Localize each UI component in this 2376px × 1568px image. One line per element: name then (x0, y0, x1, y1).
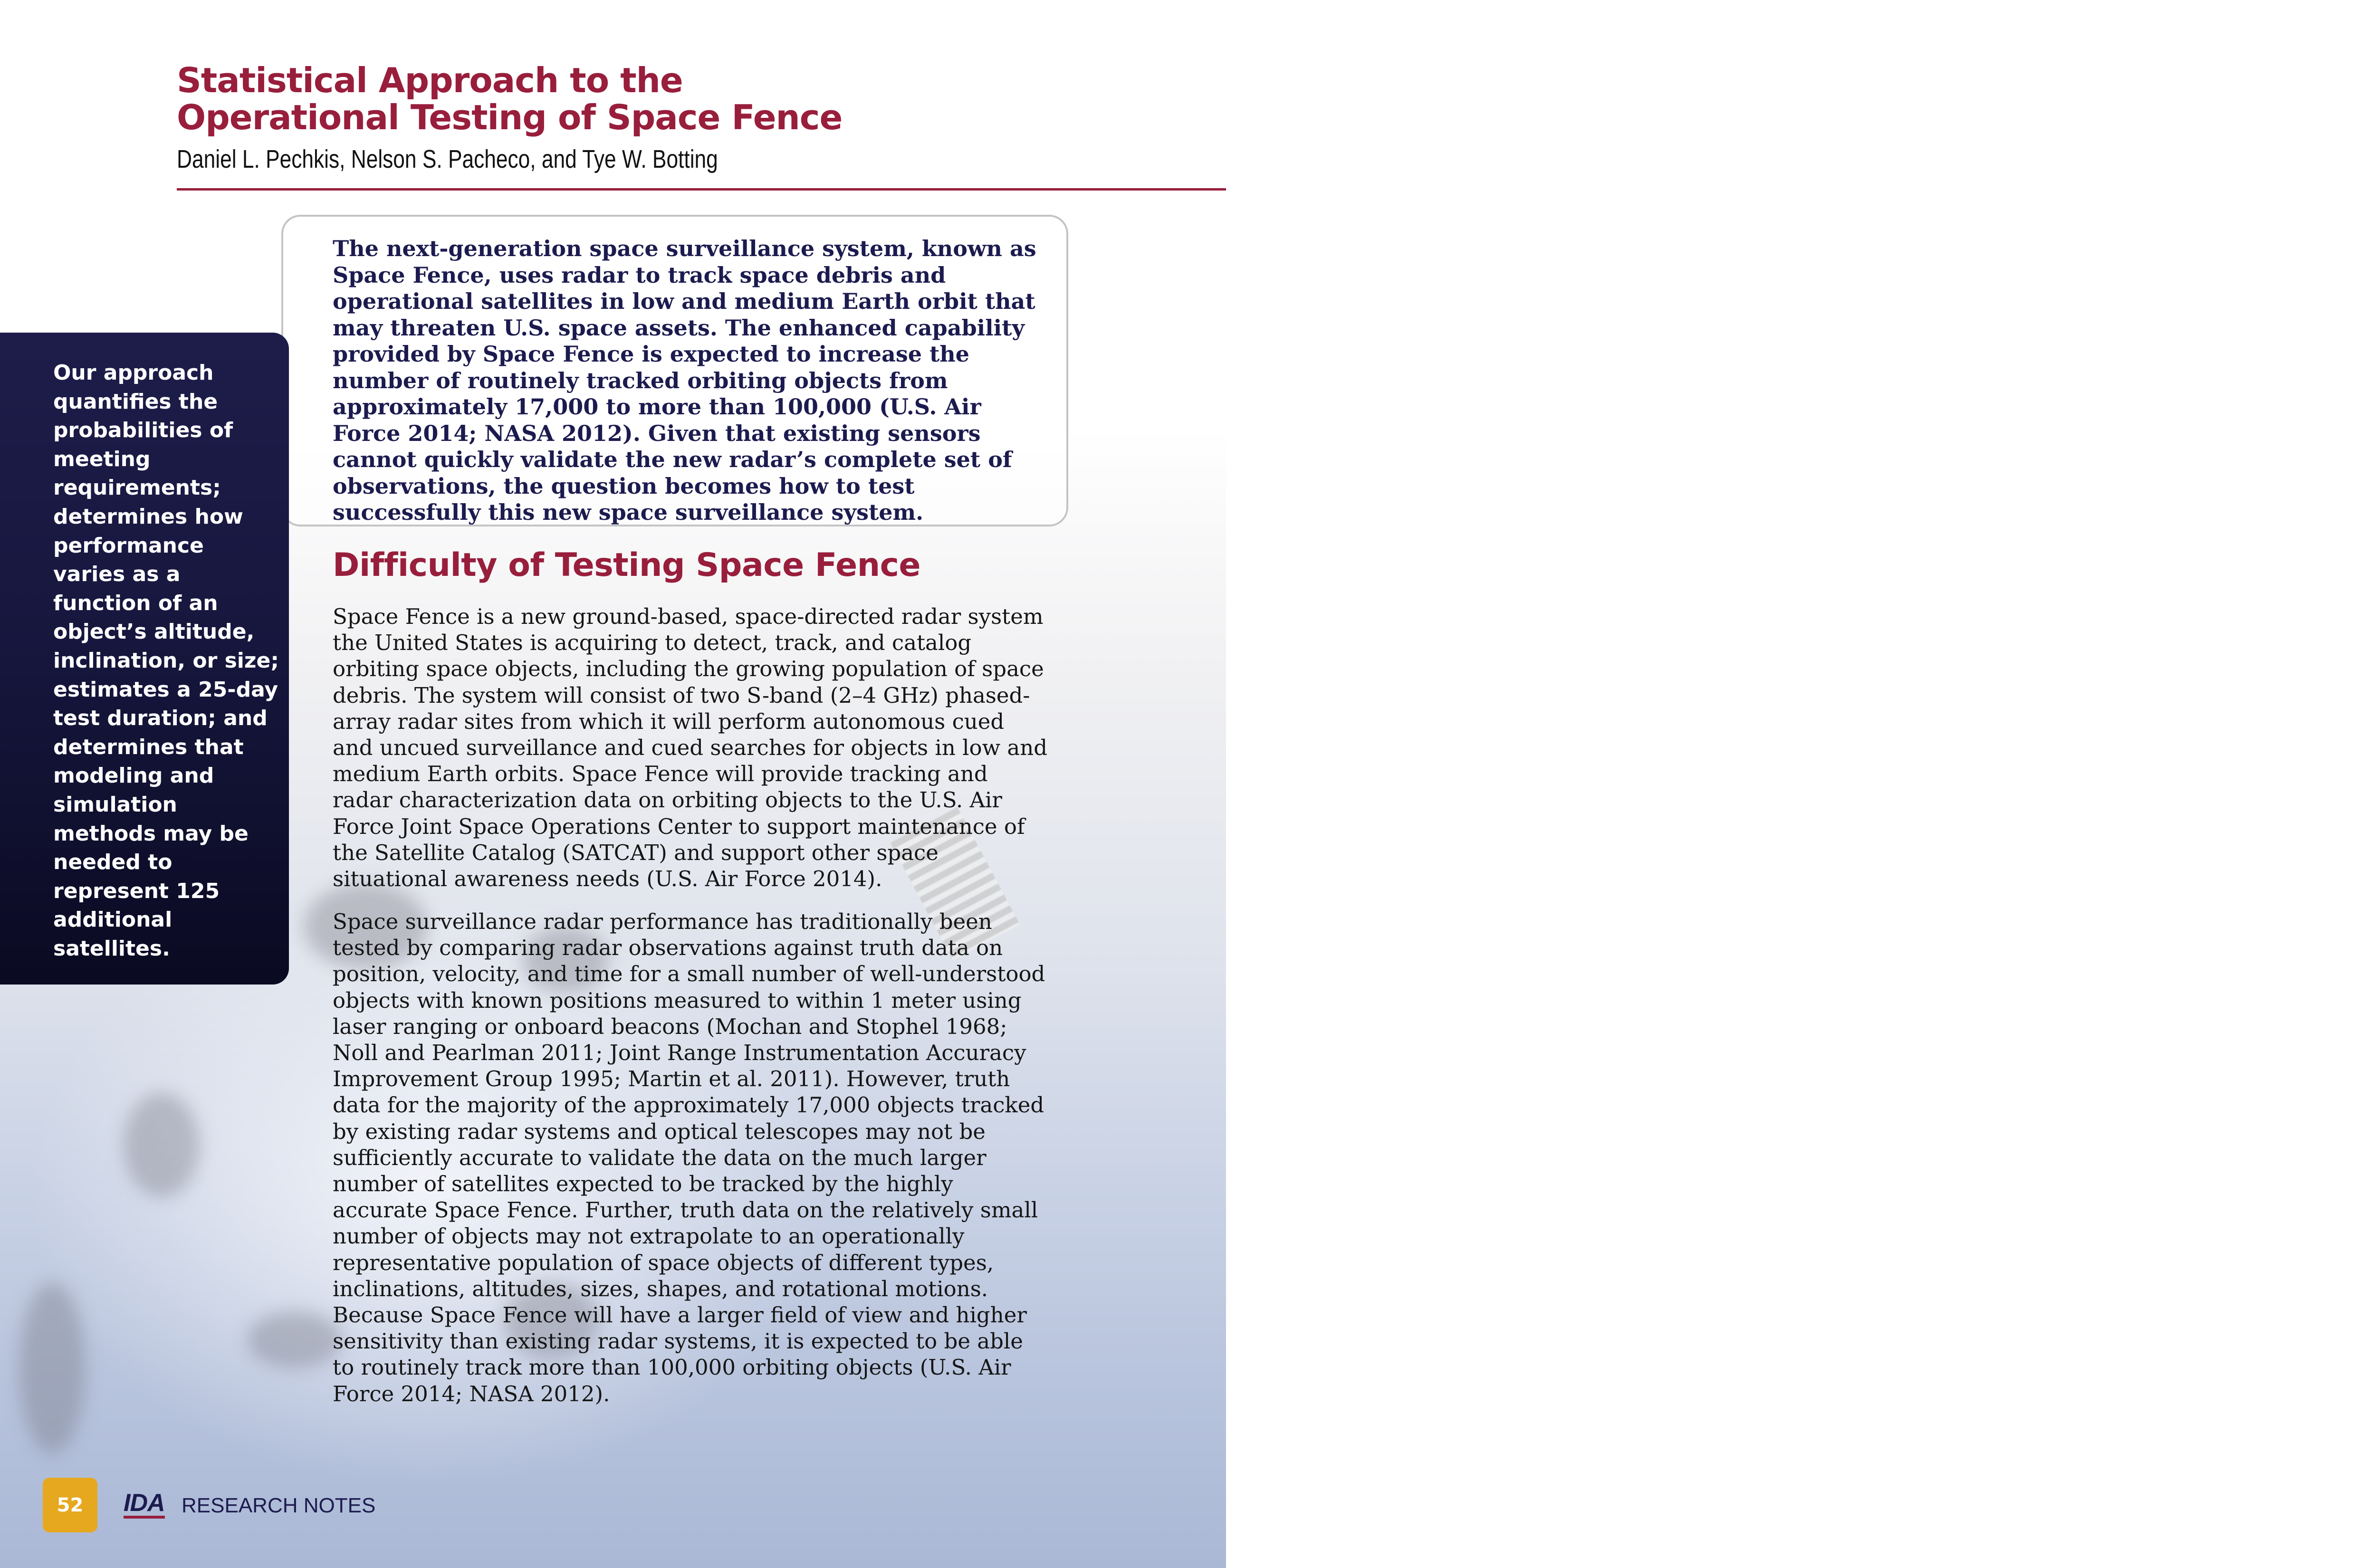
body-paragraph-1: Space Fence is a new ground-based, space-directed radar system the United States is acquiring to detect, track, and catalog orbiting space objects, including the growing population of space debris. The system will consist of two S-band (2–4 GHz) phased-array radar sites from which it will perform autonomous cued and uncued surveillance and cued searches for objects in low and medium Earth orbits. Space Fence will provide tracking and radar characterization data on orbiting objects to the U.S. Air Force Joint Space Operations Center to support maintenance of the Satellite Catalog (SATCAT) and support other space situational awareness needs (U.S. Air Force 2014). (333, 604, 1048, 892)
ida-logo: IDA (124, 1490, 165, 1519)
pull-quote-text: Our approach quantifies the probabilities of meeting requirements; determines how performance varies as a function of an object’s altitude, inclination, or size; estimates a 25-day test duration; and determines that modeling and simulation methods may be needed to represent 125 additional satellites. (53, 361, 279, 961)
background-debris-shape (124, 1093, 200, 1197)
right-page-blank (1226, 0, 2376, 1568)
article-title-line-2: Operational Testing of Space Fence (177, 97, 843, 137)
background-debris-shape (247, 1311, 342, 1368)
article-title-line-1: Statistical Approach to the (177, 60, 683, 100)
background-debris-shape (19, 1283, 86, 1454)
article-authors: Daniel L. Pechkis, Nelson S. Pacheco, and Tye W. Botting (177, 145, 718, 173)
page-number-badge: 52 (43, 1478, 97, 1532)
abstract-text: The next-generation space surveillance system, known as Space Fence, uses radar to track space debris and operational satellites in low and medium Earth orbit that may threaten U.S. space assets. The enhanced capability provided by Space Fence is expected to increase the number of routinely tracked orbiting objects from approximately 17,000 to more than 100,000 (U.S. Air Force 2014; NASA 2012). Given that existing sensors cannot quickly validate the new radar’s complete set of observations, the question becomes how to test successfully this new space surveillance system. (333, 236, 1036, 525)
publication-name: RESEARCH NOTES (182, 1494, 376, 1517)
title-divider (177, 188, 1226, 191)
section-heading: Difficulty of Testing Space Fence (333, 546, 921, 584)
body-paragraph-2: Space surveillance radar performance has traditionally been tested by comparing radar observations against truth data on position, velocity, and time for a small number of well-understood objects with known positions measured to within 1 meter using laser ranging or onboard beacons (Mochan and Stophel 1968; Noll and Pearlman 2011; Joint Range Instrumentation Accuracy Improvement Group 1995; Martin et al. 2011). However, truth data for the majority of the approximately 17,000 objects tracked by existing radar systems and optical telescopes may not be sufficiently accurate to validate the data on the much larger number of satellites expected to be tracked by the highly accurate Space Fence. Further, truth data on the relatively small number of objects may not extrapolate to an operationally representative population of space objects of different types, inclinations, altitudes, sizes, shapes, and rotational motions. Because Space Fence will have a larger field of view and higher sensitivity than existing radar systems, it is expected to be able to routinely track more than 100,000 orbiting objects (U.S. Air Force 2014; NASA 2012). (333, 909, 1045, 1406)
article-title-block (177, 62, 1222, 174)
